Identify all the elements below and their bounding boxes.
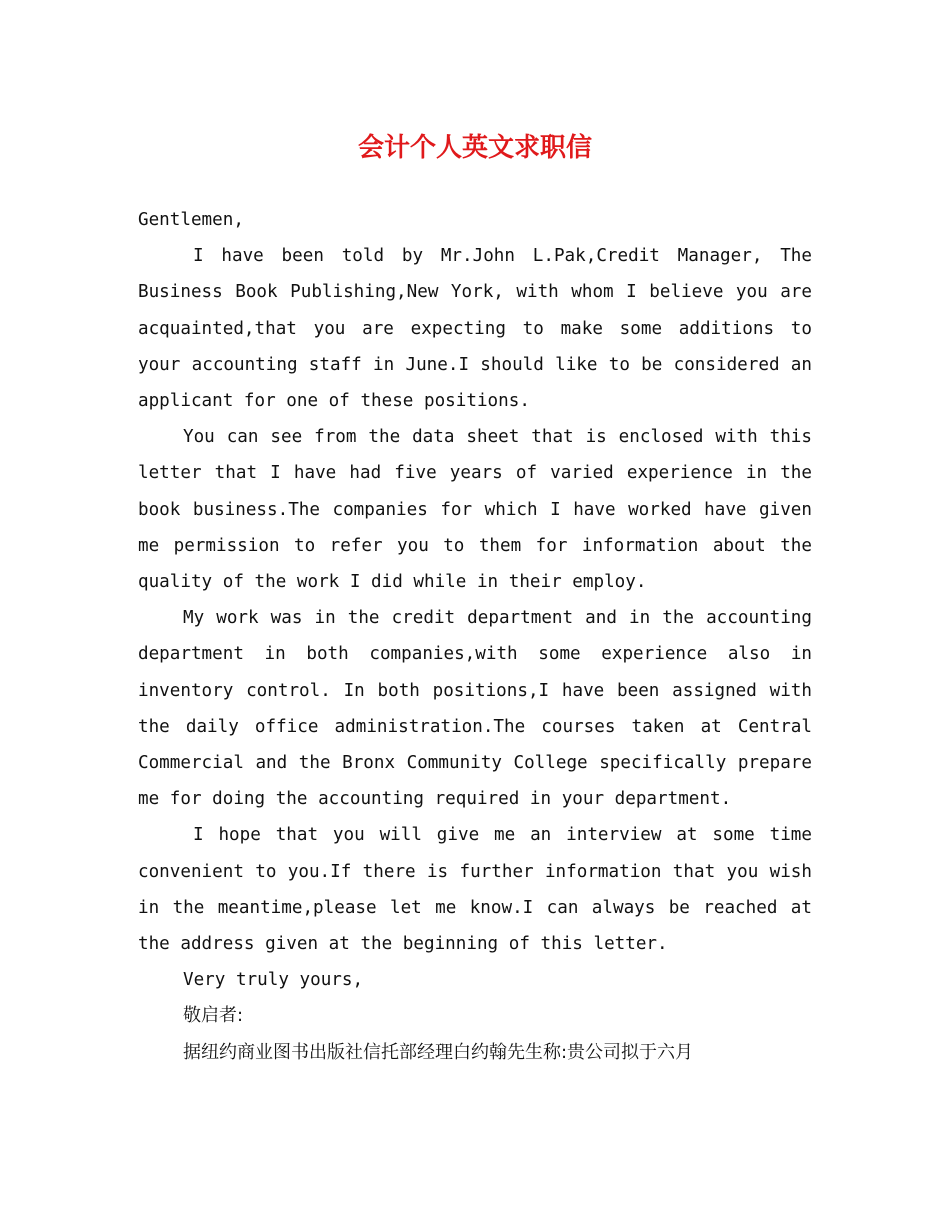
paragraph-2: You can see from the data sheet that is enclosed with this letter that I have had five years of varied experience in the book business.The companies for which I have worked have given me permission to refer you to them for information about the quality of the work I did while in their employ. [138, 427, 812, 593]
paragraph-1: I have been told by Mr.John L.Pak,Credit Manager, The Business Book Publishing,New York, with whom I believe you are acquainted,that you are expecting to make some additions to your accounting staff in June.I should like to be considered an applicant for one of these positions. [138, 246, 812, 412]
salutation: Gentlemen, [138, 210, 244, 230]
letter-body [138, 202, 812, 1071]
closing: Very truly yours, [183, 970, 364, 991]
paragraph-4: I hope that you will give me an interview at some time convenient to you.If there is further information that you wish in the meantime,please let me know.I can always be reached at the address given at the beginning of this letter. [138, 825, 812, 955]
chinese-first-line: 据纽约商业图书出版社信托部经理白约翰先生称:贵公司拟于六月 [183, 1041, 694, 1063]
chinese-salutation: 敬启者: [183, 1005, 244, 1027]
document-title: 会计个人英文求职信 [357, 133, 592, 163]
paragraph-3: My work was in the credit department and in the accounting department in both companies,with some experience also in inventory control. In both positions,I have been assigned with the daily office administration.The courses taken at Central Commercial and the Bronx Community College specifically prepare me for doing the accounting required in your department. [138, 608, 812, 810]
